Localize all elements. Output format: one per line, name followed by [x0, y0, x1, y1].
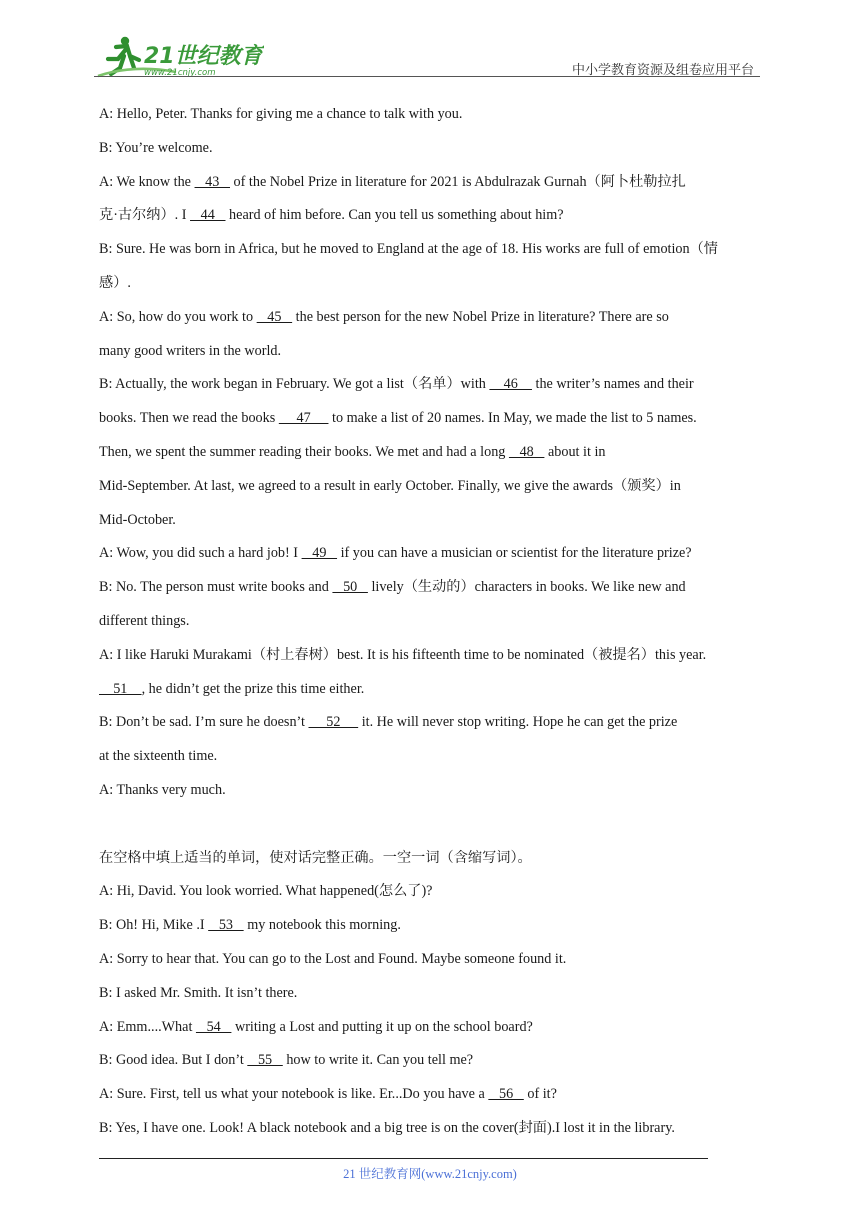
answer-blank: 56 — [488, 1086, 524, 1103]
line-text: B: No. The person must write books and — [99, 579, 333, 596]
text-line — [99, 166, 765, 200]
answer-blank: 45 — [256, 308, 293, 325]
line-text: it. He will never stop writing. Hope he can get the prize — [358, 714, 678, 731]
line-text: A: Thanks very much. — [99, 781, 226, 798]
line-text: many good writers in the world. — [99, 342, 282, 359]
answer-blank: 46 — [489, 376, 532, 393]
line-text: heard of him before. Can you tell us something about him? — [225, 207, 564, 224]
text-line — [99, 842, 765, 876]
line-text: B: I asked Mr. Smith. It isn’t there. — [99, 984, 298, 1001]
line-text: of it? — [523, 1086, 557, 1103]
line-text: if you can have a musician or scientist for the literature prize? — [337, 545, 692, 562]
line-text: B: Oh! Hi, Mike .I — [99, 917, 209, 934]
text-line — [99, 706, 765, 740]
line-text: 克·古尔纳）. I — [99, 207, 191, 224]
text-line — [99, 639, 765, 673]
answer-blank: 54 — [195, 1018, 232, 1035]
page-header — [94, 30, 760, 78]
text-line — [99, 267, 765, 301]
line-text: B: Yes, I have one. Look! A black notebook and a big tree is on the cover(封面).I lost it in the library. — [99, 1119, 675, 1136]
text-line — [99, 368, 765, 402]
line-text: books. Then we read the books — [99, 410, 279, 427]
line-text: A: Hello, Peter. Thanks for giving me a chance to talk with you. — [99, 106, 463, 122]
text-line — [99, 571, 765, 605]
text-line — [99, 132, 765, 166]
answer-blank: 55 — [247, 1052, 283, 1069]
text-line — [99, 605, 765, 639]
document-body — [99, 98, 765, 1146]
text-line — [99, 537, 765, 571]
svg-text:21世纪教育: 21世纪教育 — [144, 44, 263, 69]
line-text: 在空格中填上适当的单词，使对话完整正确。一空一词（含缩写词）。 — [99, 849, 532, 866]
line-text: A: Sorry to hear that. You can go to the Lost and Found. Maybe someone found it. — [99, 950, 567, 967]
line-text: , he didn’t get the prize this time either. — [141, 680, 365, 697]
header-platform-text: 中小学教育资源及组卷应用平台 — [571, 63, 754, 78]
header-divider — [94, 76, 760, 77]
svg-text:www.21cnjy.com: www.21cnjy.com — [144, 68, 216, 78]
line-text: B: Sure. He was born in Africa, but he moved to England at the age of 18. His works are full of emotion（情 — [99, 241, 718, 258]
line-text: 感）. — [99, 274, 131, 291]
line-text: A: We know the — [99, 173, 195, 190]
text-line — [99, 504, 765, 538]
site-logo — [94, 32, 264, 78]
line-text: my notebook this morning. — [243, 917, 401, 934]
paragraph-gap — [99, 808, 765, 842]
line-text: lively（生动的）characters in books. We like new and — [367, 579, 686, 596]
line-text: A: Hi, David. You look worried. What happened(怎么了)? — [99, 883, 433, 900]
answer-blank: 52 — [308, 714, 359, 731]
line-text: at the sixteenth time. — [99, 748, 218, 765]
text-line — [99, 1112, 765, 1146]
line-text: writing a Lost and putting it up on the school board? — [231, 1018, 533, 1035]
answer-blank: 49 — [301, 545, 338, 562]
line-text: A: I like Haruki Murakami（村上春树）best. It is his fifteenth time to be nominated（被提名）this year. — [99, 646, 707, 663]
text-line — [99, 199, 765, 233]
text-line — [99, 909, 765, 943]
line-text: the best person for the new Nobel Prize in literature? There are so — [292, 308, 669, 325]
line-text: the writer’s names and their — [531, 376, 694, 393]
line-text: A: Sure. First, tell us what your notebook is like. Er...Do you have a — [99, 1086, 489, 1103]
text-line — [99, 943, 765, 977]
text-line — [99, 233, 765, 267]
text-line — [99, 875, 765, 909]
answer-blank: 51 — [99, 680, 142, 697]
text-line — [99, 301, 765, 335]
footer-text: 21 世纪教育网(www.21cnjy.com) — [343, 1167, 517, 1181]
line-text: B: Don’t be sad. I’m sure he doesn’t — [99, 714, 309, 731]
line-text: Mid-September. At last, we agreed to a result in early October. Finally, we give the awards（颁奖）in — [99, 477, 681, 494]
line-text: B: Actually, the work began in February. We got a list（名单）with — [99, 376, 490, 393]
answer-blank: 48 — [508, 443, 545, 460]
line-text: about it in — [544, 443, 606, 460]
answer-blank: 53 — [208, 917, 244, 934]
line-text: B: Good idea. But I don’t — [99, 1052, 248, 1069]
line-text: to make a list of 20 names. In May, we made the list to 5 names. — [328, 410, 697, 427]
text-line — [99, 1078, 765, 1112]
text-line — [99, 402, 765, 436]
line-text: different things. — [99, 612, 190, 629]
text-line — [99, 436, 765, 470]
text-line — [99, 98, 765, 132]
text-line — [99, 740, 765, 774]
text-line — [99, 1044, 765, 1078]
answer-blank: 43 — [194, 173, 230, 190]
line-text: Then, we spent the summer reading their books. We met and had a long — [99, 443, 509, 460]
text-line — [99, 977, 765, 1011]
text-line — [99, 1011, 765, 1045]
line-text: A: Emm....What — [99, 1018, 196, 1035]
text-line — [99, 335, 765, 369]
answer-blank: 50 — [332, 579, 368, 596]
line-text: Mid-October. — [99, 511, 176, 528]
answer-blank: 47 — [278, 410, 329, 427]
line-text: A: So, how do you work to — [99, 308, 257, 325]
footer-divider — [99, 1158, 708, 1159]
line-text: how to write it. Can you tell me? — [282, 1052, 474, 1069]
text-line — [99, 470, 765, 504]
line-text: B: You’re welcome. — [99, 139, 213, 156]
text-line — [99, 673, 765, 707]
line-text: of the Nobel Prize in literature for 2021 is Abdulrazak Gurnah（阿卜杜勒拉扎 — [230, 173, 686, 190]
line-text: A: Wow, you did such a hard job! I — [99, 545, 302, 562]
text-line — [99, 774, 765, 808]
answer-blank: 44 — [190, 207, 226, 224]
